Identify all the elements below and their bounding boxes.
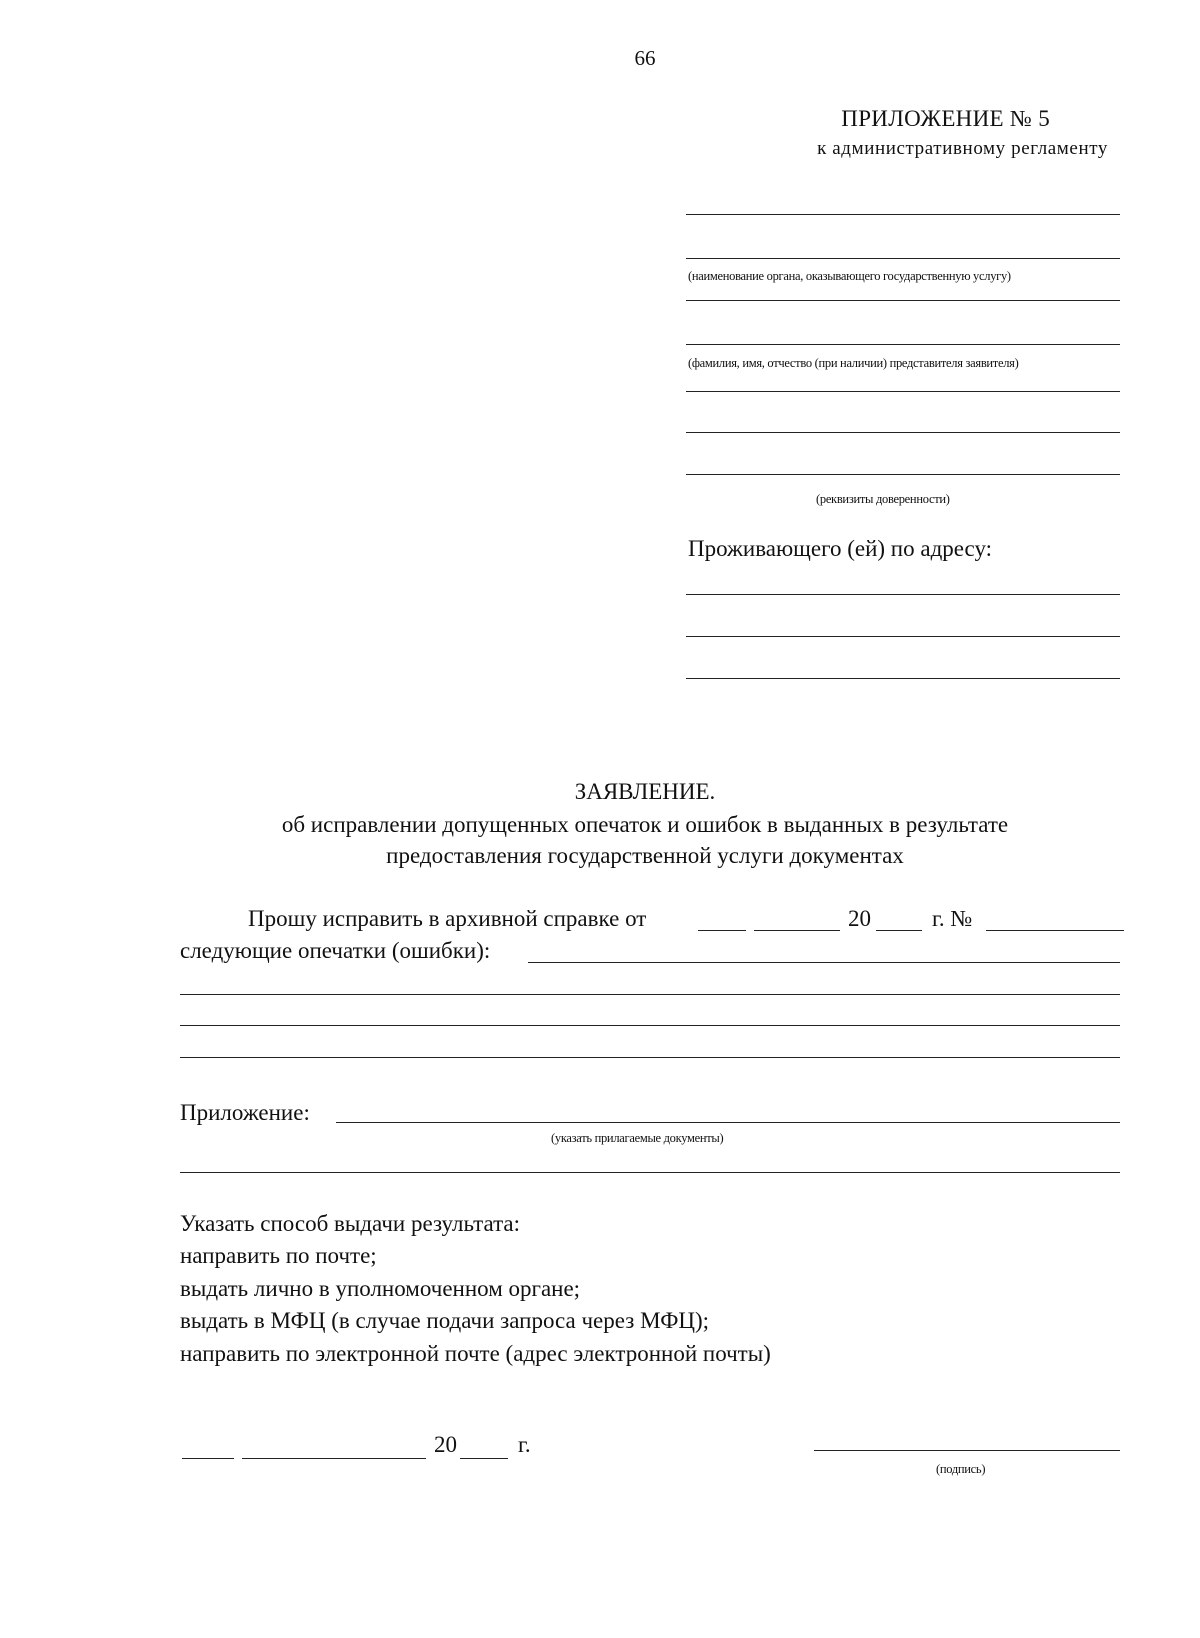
errors-line-1[interactable] — [528, 962, 1120, 963]
representative-field-line[interactable] — [686, 344, 1120, 345]
address-line-2[interactable] — [686, 636, 1120, 637]
delivery-option-post: направить по почте; — [180, 1243, 377, 1268]
delivery-option-mfc: выдать в МФЦ (в случае подачи запроса через МФЦ); — [180, 1308, 710, 1333]
footer-day-field[interactable] — [182, 1458, 234, 1459]
errors-line-4[interactable] — [180, 1057, 1120, 1058]
address-line-1[interactable] — [686, 594, 1120, 595]
request-number-field[interactable] — [986, 930, 1124, 931]
document-title: ЗАЯВЛЕНИЕ. — [574, 779, 716, 804]
errors-line-2[interactable] — [180, 994, 1120, 995]
delivery-option-email: направить по электронной почте (адрес электронной почты) — [180, 1341, 771, 1366]
signature-field[interactable] — [814, 1450, 1120, 1451]
footer-year-field[interactable] — [460, 1458, 508, 1459]
request-month-field[interactable] — [754, 930, 840, 931]
power-of-attorney-line-3[interactable] — [686, 474, 1120, 475]
appendix-title: ПРИЛОЖЕНИЕ № 5 — [841, 106, 1050, 131]
delivery-heading: Указать способ выдачи результата: — [180, 1211, 521, 1236]
footer-year-prefix: 20 — [434, 1432, 457, 1457]
organ-caption: (наименование органа, оказывающего государственную услугу) — [688, 269, 1011, 283]
footer-year-suffix: г. — [518, 1432, 531, 1457]
power-of-attorney-line-1[interactable] — [686, 391, 1120, 392]
address-label: Проживающего (ей) по адресу: — [688, 536, 993, 561]
attachment-label: Приложение: — [180, 1100, 310, 1125]
power-of-attorney-line-2[interactable] — [686, 432, 1120, 433]
request-prefix: Прошу исправить в архивной справке от — [248, 906, 647, 931]
attachment-line-1[interactable] — [336, 1122, 1120, 1123]
delivery-option-in-person: выдать лично в уполномоченном органе; — [180, 1276, 581, 1301]
organ-field-line-3[interactable] — [686, 300, 1120, 301]
address-line-3[interactable] — [686, 678, 1120, 679]
document-subtitle-line-1: об исправлении допущенных опечаток и ошибок в выданных в результате — [281, 812, 1009, 837]
request-year-field[interactable] — [876, 930, 922, 931]
attachment-caption: (указать прилагаемые документы) — [551, 1131, 724, 1145]
attachment-line-2[interactable] — [180, 1172, 1120, 1173]
appendix-subtitle: к административному регламенту — [817, 138, 1108, 159]
errors-line-3[interactable] — [180, 1025, 1120, 1026]
request-day-field[interactable] — [698, 930, 746, 931]
request-year-prefix: 20 — [848, 906, 871, 931]
document-subtitle-line-2: предоставления государственной услуги документах — [386, 843, 904, 868]
organ-field-line-2[interactable] — [686, 258, 1120, 259]
request-number-label: г. № — [932, 906, 973, 931]
errors-label: следующие опечатки (ошибки): — [180, 938, 491, 963]
representative-caption: (фамилия, имя, отчество (при наличии) представителя заявителя) — [688, 356, 1019, 370]
signature-caption: (подпись) — [936, 1462, 986, 1476]
organ-field-line-1[interactable] — [686, 214, 1120, 215]
page-number: 66 — [634, 46, 656, 70]
power-of-attorney-caption: (реквизиты доверенности) — [816, 492, 950, 506]
footer-month-field[interactable] — [242, 1458, 426, 1459]
